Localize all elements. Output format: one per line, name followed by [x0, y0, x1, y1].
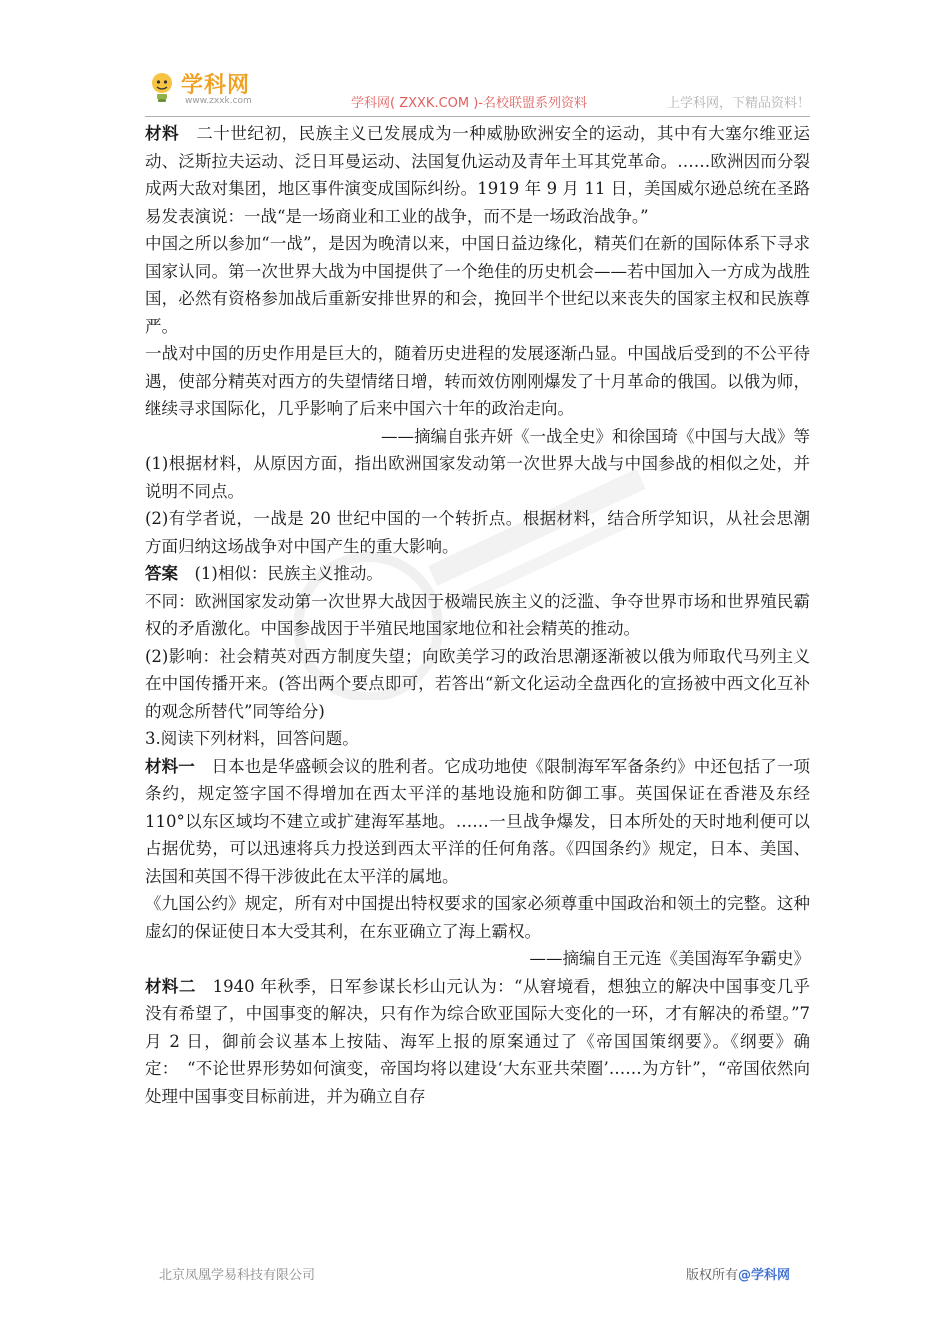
paragraph: 《九国公约》规定，所有对中国提出特权要求的国家必须尊重中国政治和领土的完整。这种虚幻的保证使日本大受其利，在东亚确立了海上霸权。 [145, 894, 810, 941]
header-slogan: 上学科网，下精品资料！ [666, 96, 810, 111]
paragraph-material-intro [145, 120, 810, 230]
paragraph: 中国之所以参加“一战”，是因为晚清以来，中国日益边缘化，精英们在新的国际体系下寻求国家认同。第一次世界大战为中国提供了一个绝佳的历史机会——若中国加入一方成为战胜国，必然有资格参加战后重新安排世界的和会，挽回半个世纪以来丧失的国家主权和民族尊严。 [145, 234, 810, 336]
answer-label: 答案 [145, 564, 178, 583]
paragraph: 一战对中国的历史作用是巨大的，随着历史进程的发展逐渐凸显。中国战后受到的不公平待遇，使部分精英对西方的失望情绪日增，转而效仿刚刚爆发了十月革命的俄国。以俄为师，继续寻求国际化，几乎影响了后来中国六十年的政治走向。 [145, 344, 810, 418]
document-body [145, 120, 810, 1110]
company-name: 北京凤凰学易科技有限公司 [159, 1268, 316, 1283]
logo-text: 学科网 [181, 73, 251, 98]
logo-url: www.zxxk.com [185, 96, 252, 106]
lightbulb-mascot-icon [147, 70, 177, 104]
question-3-heading: 3.阅读下列材料，回答问题。 [145, 729, 359, 748]
copyright [686, 1264, 790, 1283]
question-1: (1)根据材料，从原因方面，指出欧洲国家发动第一次世界大战与中国参战的相似之处，并说明不同点。 [145, 454, 810, 501]
material-label: 材料二 [145, 976, 196, 996]
header-series-title: 学科网( ZXXK.COM )-名校联盟系列资料 [351, 96, 587, 111]
answer-paragraph: (2)影响：社会精英对西方制度失望；向欧美学习的政治思潮逐渐被以俄为师取代马列主义在中国传播开来。(答出两个要点即可，若答出“新文化运动全盘西化的宣扬被中西文化互补的观念所替代”同等给分) [145, 646, 810, 721]
copyright-text: 版权所有 [685, 1268, 738, 1283]
paragraph-material-two [145, 973, 810, 1111]
material-label: 材料 [145, 124, 180, 143]
answer-paragraph: 不同：欧洲国家发动第一次世界大战因于极端民族主义的泛滥、争夺世界市场和世界殖民霸权的矛盾激化。中国参战因于半殖民地国家地位和社会精英的推动。 [145, 591, 810, 638]
source-citation: ——摘编自王元连《美国海军争霸史》 [529, 949, 810, 968]
paragraph-text: 日本也是华盛顿会议的胜利者。它成功地使《限制海军军备条约》中还包括了一项条约，规定签字国不得增加在西太平洋的基地设施和防御工事。英国保证在香港及东经 110°以东区域均不建立或扩建海军基地。……一旦战争爆发，日本所处的天时地利便可以占据优势，可以迅速将兵力投送到西太平洋的任何角落。《四国条约》规定，日本、美国、法国和英国不得干涉彼此在太平洋的属地。 [145, 756, 811, 886]
paragraph-text: 1940 年秋季，日军参谋长杉山元认为：“从窘境看，想独立的解决中国事变几乎没有希望了，中国事变的解决，只有作为综合欧亚国际大变化的一环，才有解决的希望。”7 月 2 日，御前会议基本上按陆、海军上报的原案通过了《帝国国策纲要》。《纲要》确定： “不论世界形势如何演变，帝国均将以建设‘大东亚共荣圈’……为方针”，“帝国依然向处理中国事变目标前进，并为确立自存 [145, 976, 811, 1106]
answer-text: (1)相似：民族主义推动。 [178, 564, 383, 583]
paragraph-text: 二十世纪初，民族主义已发展成为一种威胁欧洲安全的运动，其中有大塞尔维亚运动、泛斯拉夫运动、泛日耳曼运动、法国复仇运动及青年土耳其党革命。……欧洲因而分裂成两大敌对集团，地区事件演变成国际纠纷。1919 年 9 月 11 日，美国威尔逊总统在圣路易发表演说：一战“是一场商业和工业的战争，而不是一场政治战争。” [145, 124, 811, 226]
paragraph-material-one [145, 753, 810, 891]
material-label: 材料一 [145, 756, 195, 776]
brand-name: @学科网 [737, 1268, 790, 1283]
question-2: (2)有学者说，一战是 20 世纪中国的一个转折点。根据材料，结合所学知识，从社会思潮方面归纳这场战争对中国产生的重大影响。 [145, 509, 810, 556]
source-citation: ——摘编自张卉妍《一战全史》和徐国琦《中国与大战》等 [381, 426, 810, 446]
page-footer [145, 1264, 810, 1288]
answer-heading [145, 560, 810, 588]
site-logo[interactable] [145, 66, 265, 112]
page-header [145, 66, 810, 117]
